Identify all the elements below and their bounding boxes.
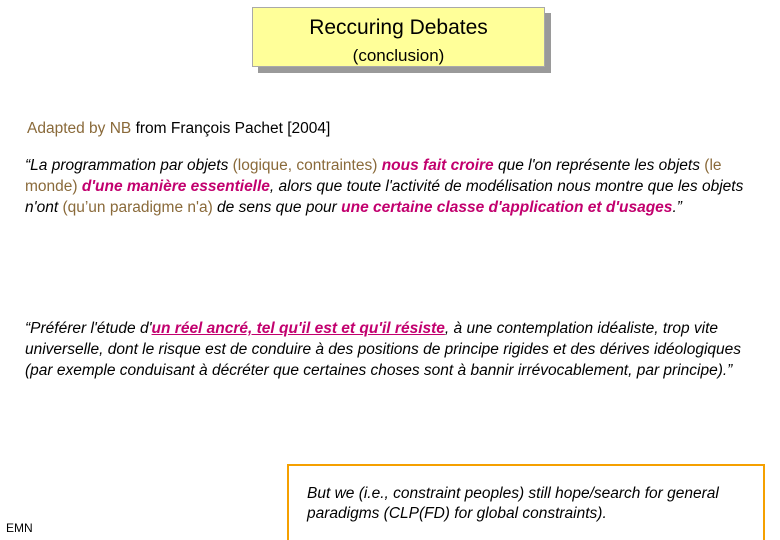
quote1-highlight-world: (le monde) — [25, 157, 722, 195]
title-box — [252, 7, 545, 67]
attribution-source: François Pachet [2004] — [170, 120, 331, 137]
quote1-highlight-logic: (logique, contraintes) — [232, 157, 378, 174]
attribution-from: from — [131, 120, 171, 137]
attribution-line — [27, 120, 330, 138]
quote2-text: “Préférer l'étude d' — [25, 320, 152, 337]
quote-pachet-2 — [25, 318, 755, 381]
slide-title: Reccuring Debates — [309, 16, 488, 39]
quote1-highlight-essential: d'une manière essentielle — [81, 178, 270, 195]
quote1-highlight-class: une certaine classe d'application et d'usages — [341, 199, 673, 216]
quote1-text: de sens que pour — [212, 199, 342, 216]
quote-pachet-1 — [25, 155, 755, 218]
callout-box — [287, 464, 765, 540]
quote1-text: .” — [672, 199, 682, 216]
quote1-highlight-paradigm: (qu’un paradigme n'a) — [62, 199, 213, 216]
quote1-highlight-belief: nous fait croire — [381, 157, 494, 174]
quote2-text: , à une contemplation idéaliste, trop vite universelle, dont le risque est de conduire à des positions de principe rigides et des dérives idéologiques (par exemple conduisant à décréter que certaines choses sont à bannir irrévocablement, par principe).” — [25, 320, 742, 379]
slide-subtitle: (conclusion) — [352, 46, 445, 65]
quote1-text: , alors que toute l'activité de modélisation nous montre que les objets n'ont — [25, 178, 744, 216]
footer-label: EMN — [6, 521, 33, 535]
callout-text: But we (i.e., constraint peoples) still hope/search for general paradigms (CLP(FD) for global constraints). — [307, 485, 719, 522]
quote1-text: que l'on représente les objets — [493, 157, 705, 174]
attribution-adapted: Adapted by NB — [27, 120, 132, 137]
quote1-text: “La programmation par objets — [25, 157, 233, 174]
quote2-highlight-real: un réel ancré, tel qu'il est et qu'il résiste — [151, 320, 445, 337]
